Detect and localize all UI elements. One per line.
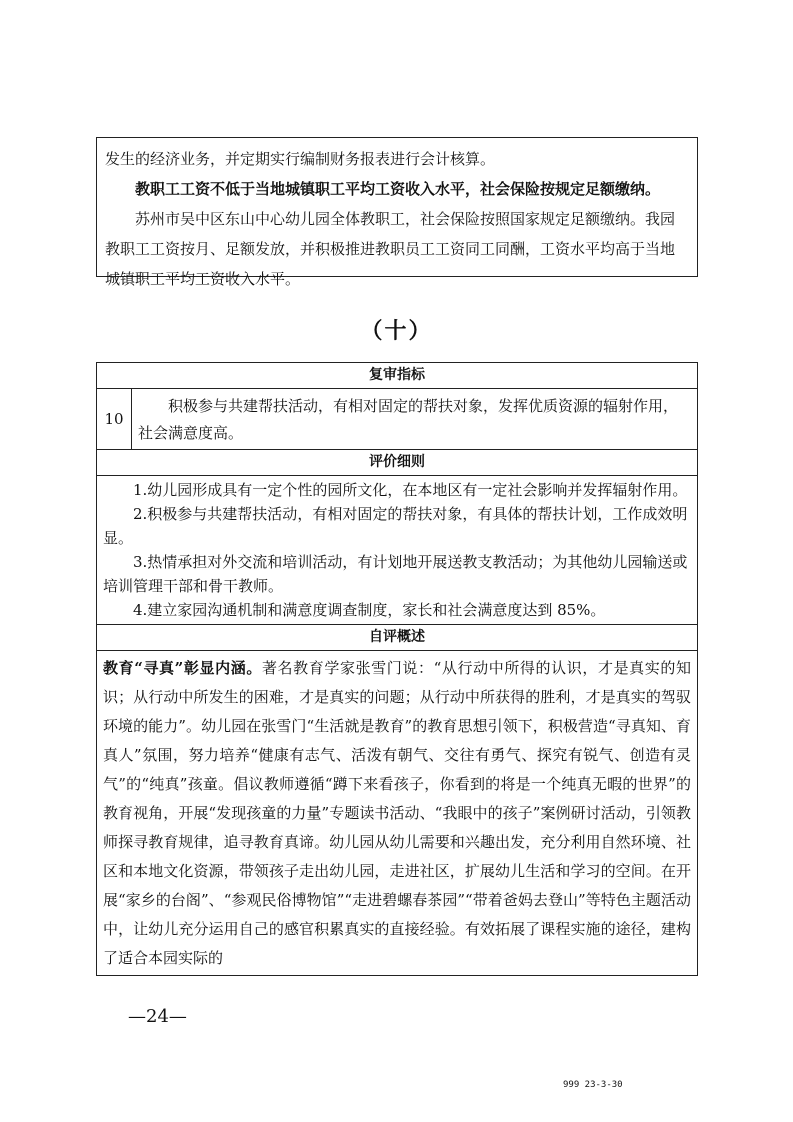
footer-stamp: 999 23-3-30: [563, 1080, 623, 1090]
review-indicator-header: 复审指标: [97, 363, 698, 389]
self-eval-body: 著名教育学家张雪门说：“从行动中所得的认识，才是真实的知识；从行动中所发生的困难，才是真实的问题；从行动中所获得的胜利，才是真实的驾驭环境的能力”。幼儿园在张雪门“生活就是教育”的教育思想引领下，积极营造“寻真知、育真人”氛围，努力培养“健康有志气、活泼有朝气、交往有勇气、探究有锐气、创造有灵气”的“纯真”孩童。倡议教师遵循“蹲下来看孩子，你看到的将是一个纯真无暇的世界”的教育视角，开展“发现孩童的力量”专题读书活动、“我眼中的孩子”案例研讨活动，引领教师探寻教育规律，追寻教育真谛。幼儿园从幼儿需要和兴趣出发，充分利用自然环境、社区和本地文化资源，带领孩子走出幼儿园，走进社区，扩展幼儿生活和学习的空间。在开展“家乡的台阁”、“参观民俗博物馆”“走进碧螺春茶园”“带着爸妈去登山”等特色主题活动中，让幼儿充分运用自己的感官积累真实的直接经验。有效拓展了课程实施的途径，建构了适合本园实际的: [103, 659, 691, 967]
indicator-number: 10: [97, 389, 132, 450]
evaluation-table: [96, 362, 698, 976]
page-number: —24—: [128, 1006, 187, 1027]
self-eval-cell: [97, 651, 698, 976]
criteria-list: [97, 476, 698, 625]
indicator-text: 积极参与共建帮扶活动，有相对固定的帮扶对象，发挥优质资源的辐射作用，社会满意度高。: [132, 389, 698, 450]
criteria-item: 1.幼儿园形成具有一定个性的园所文化，在本地区有一定社会影响并发挥辐射作用。: [133, 481, 688, 499]
self-eval-lead: 教育“寻真”彰显内涵。: [103, 659, 262, 677]
criteria-item: 2.积极参与共建帮扶活动，有相对固定的帮扶对象，有具体的帮扶计划，工作成效明显。: [103, 505, 688, 547]
top-line-1: 发生的经济业务，并定期实行编制财务报表进行会计核算。: [105, 150, 496, 168]
section-title: （十）: [360, 318, 433, 344]
salary-heading: 教职工工资不低于当地城镇职工平均工资收入水平，社会保险按规定足额缴纳。: [135, 180, 661, 198]
criteria-item: 3.热情承担对外交流和培训活动，有计划地开展送教支教活动；为其他幼儿园输送或培训管理干部和骨干教师。: [103, 553, 688, 595]
criteria-item: 4.建立家园沟通机制和满意度调查制度，家长和社会满意度达到 85%。: [133, 601, 606, 619]
salary-body: 苏州市吴中区东山中心幼儿园全体教职工，社会保险按照国家规定足额缴纳。我园教职工工资按月、足额发放，并积极推进教职员工工资同工同酬，工资水平均高于当地城镇职工平均工资收入水平。: [105, 210, 676, 288]
top-text-box: [96, 137, 698, 288]
self-eval-header: 自评概述: [97, 625, 698, 651]
criteria-header: 评价细则: [97, 450, 698, 476]
